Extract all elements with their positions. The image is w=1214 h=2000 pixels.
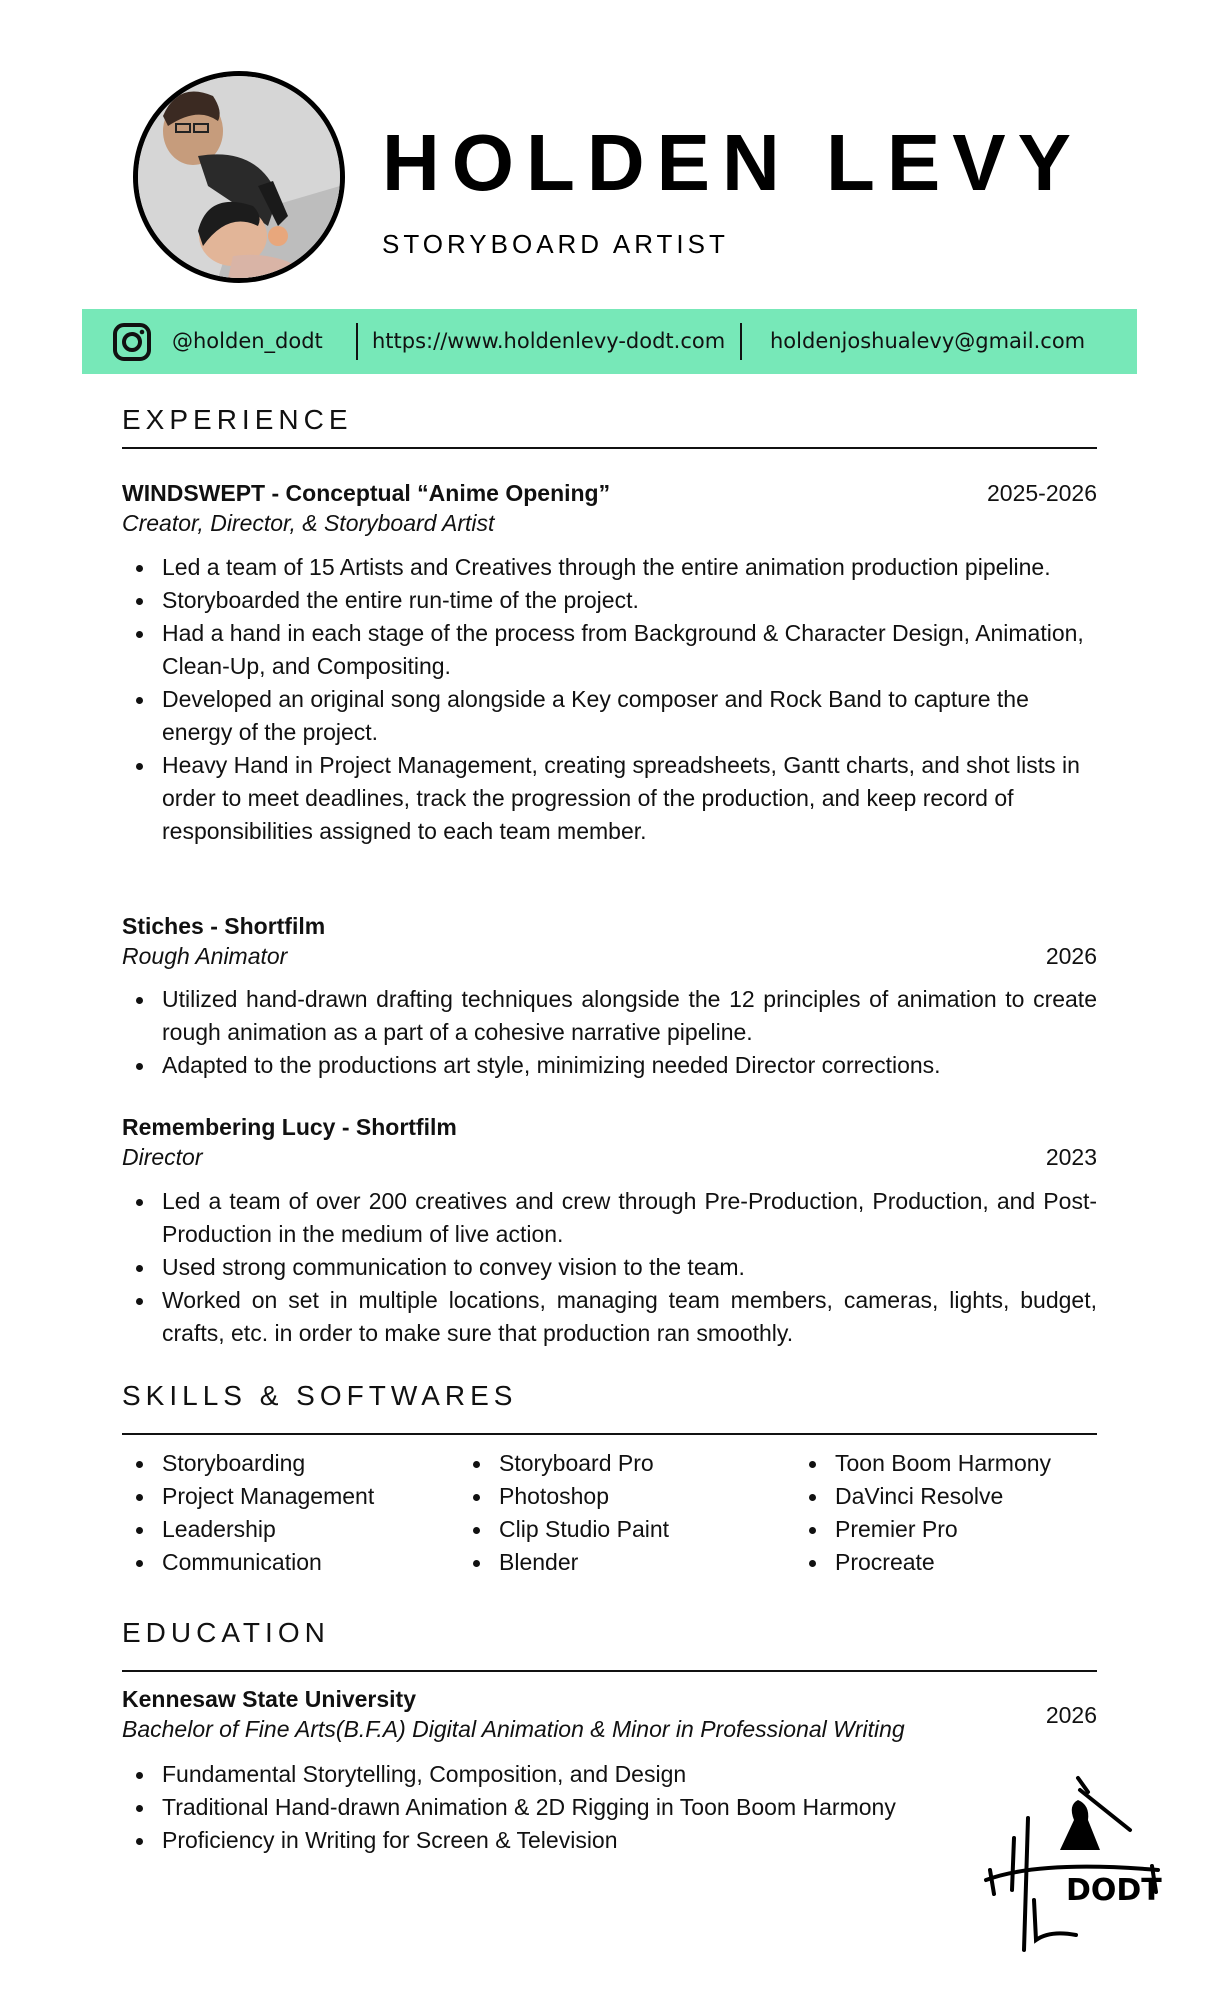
school-name: Kennesaw State University bbox=[122, 1686, 417, 1712]
list-item: Clip Studio Paint bbox=[499, 1513, 759, 1546]
list-item: Utilized hand-drawn drafting techniques alongside the 12 principles of animation to create rough animation as a part of a cohesive narrative pipeline. bbox=[162, 983, 1097, 1049]
list-item: Led a team of over 200 creatives and crew through Pre-Production, Production, and Post-Production in the medium of live action. bbox=[162, 1185, 1097, 1251]
experience-heading: EXPERIENCE bbox=[122, 404, 353, 435]
skills-column bbox=[459, 1447, 759, 1579]
section-divider bbox=[122, 1670, 1097, 1672]
email-link[interactable]: holdenjoshualevy@gmail.com bbox=[770, 329, 1086, 353]
job-role: Director bbox=[122, 1144, 203, 1170]
website-link[interactable]: https://www.holdenlevy-dodt.com bbox=[372, 329, 726, 353]
list-item: Used strong communication to convey vision to the team. bbox=[162, 1251, 1097, 1284]
degree: Bachelor of Fine Arts(B.F.A) Digital Animation & Minor in Professional Writing bbox=[122, 1716, 905, 1742]
job-date: 2025-2026 bbox=[987, 480, 1097, 506]
job-title: Stiches - Shortfilm bbox=[122, 913, 326, 939]
list-item: Procreate bbox=[835, 1546, 1095, 1579]
avatar bbox=[133, 71, 345, 283]
job-title: Remembering Lucy - Shortfilm bbox=[122, 1114, 457, 1140]
job-date: 2026 bbox=[1045, 943, 1097, 969]
list-item: Project Management bbox=[162, 1480, 422, 1513]
list-item: Heavy Hand in Project Management, creating spreadsheets, Gantt charts, and shot lists in order to meet deadlines, track the progression of the production, and keep record of responsibilities assigned to each team member. bbox=[162, 749, 1097, 848]
list-item: Storyboarding bbox=[162, 1447, 422, 1480]
list-item: Leadership bbox=[162, 1513, 422, 1546]
list-item: Premier Pro bbox=[835, 1513, 1095, 1546]
instagram-handle[interactable]: @holden_dodt bbox=[172, 329, 323, 353]
education-heading: EDUCATION bbox=[122, 1617, 330, 1648]
education-bullets bbox=[122, 1758, 982, 1857]
list-item: Had a hand in each stage of the process from Background & Character Design, Animation, Clean-Up, and Compositing. bbox=[162, 617, 1097, 683]
contact-divider bbox=[740, 323, 742, 360]
education-date: 2026 bbox=[1045, 1702, 1097, 1728]
list-item: Adapted to the productions art style, minimizing needed Director corrections. bbox=[162, 1049, 1097, 1082]
job-bullets bbox=[122, 551, 1097, 848]
list-item: Proficiency in Writing for Screen & Television bbox=[162, 1824, 982, 1857]
section-divider bbox=[122, 447, 1097, 449]
section-divider bbox=[122, 1433, 1097, 1435]
job-date: 2023 bbox=[1045, 1144, 1097, 1170]
job-bullets bbox=[122, 983, 1097, 1082]
contact-divider bbox=[356, 323, 358, 360]
list-item: Photoshop bbox=[499, 1480, 759, 1513]
list-item: Storyboard Pro bbox=[499, 1447, 759, 1480]
list-item: Toon Boom Harmony bbox=[835, 1447, 1095, 1480]
job-title: WINDSWEPT - Conceptual “Anime Opening” bbox=[122, 480, 611, 506]
list-item: Traditional Hand-drawn Animation & 2D Rigging in Toon Boom Harmony bbox=[162, 1791, 982, 1824]
list-item: Storyboarded the entire run-time of the project. bbox=[162, 584, 1097, 617]
list-item: Led a team of 15 Artists and Creatives through the entire animation production pipeline. bbox=[162, 551, 1097, 584]
list-item: DaVinci Resolve bbox=[835, 1480, 1095, 1513]
job-bullets bbox=[122, 1185, 1097, 1350]
skills-column bbox=[122, 1447, 422, 1579]
skills-column bbox=[795, 1447, 1095, 1579]
job-role: Rough Animator bbox=[122, 943, 288, 969]
avatar-illustration bbox=[138, 76, 340, 278]
signature-logo bbox=[980, 1770, 1170, 1960]
job-role: Creator, Director, & Storyboard Artist bbox=[122, 510, 495, 536]
signature-text: DODT bbox=[1066, 1873, 1162, 1908]
candidate-name: HOLDEN LEVY bbox=[382, 118, 1083, 207]
candidate-role: STORYBOARD ARTIST bbox=[382, 229, 729, 259]
skills-heading: SKILLS & SOFTWARES bbox=[122, 1380, 518, 1411]
instagram-icon bbox=[112, 322, 152, 362]
list-item: Developed an original song alongside a Key composer and Rock Band to capture the energy of the project. bbox=[162, 683, 1097, 749]
list-item: Worked on set in multiple locations, managing team members, cameras, lights, budget, crafts, etc. in order to make sure that production ran smoothly. bbox=[162, 1284, 1097, 1350]
list-item: Communication bbox=[162, 1546, 422, 1579]
list-item: Fundamental Storytelling, Composition, and Design bbox=[162, 1758, 982, 1791]
list-item: Blender bbox=[499, 1546, 759, 1579]
contact-bar bbox=[82, 309, 1137, 374]
